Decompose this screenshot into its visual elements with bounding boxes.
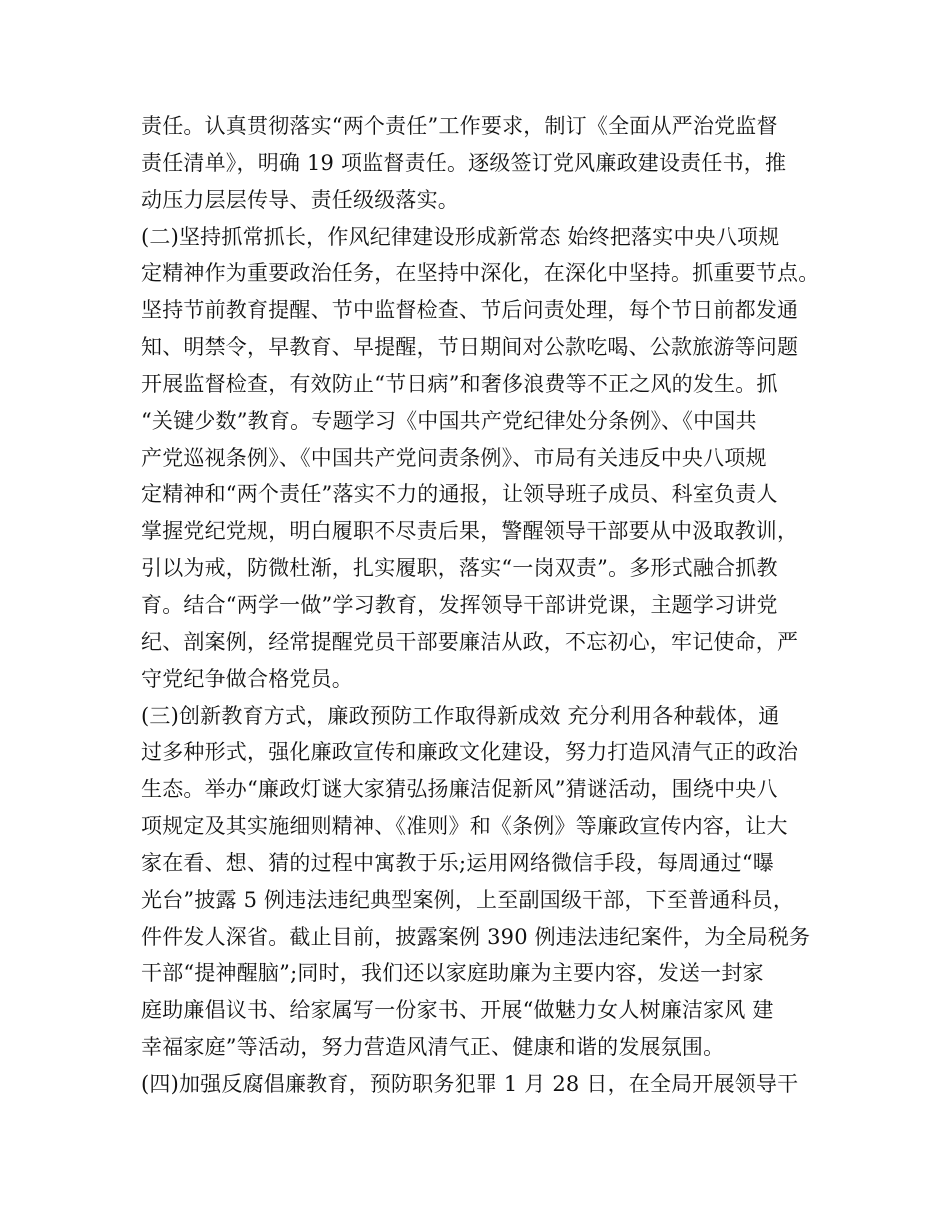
text-line: 纪、剖案例，经常提醒党员干部要廉洁从政，不忘初心，牢记使命，严: [141, 629, 799, 654]
text-line: 光台”披露 5 例违法违纪典型案例，上至副国级干部，下至普通科员，: [141, 887, 795, 912]
text-line: 定精神和“两个责任”落实不力的通报，让领导班子成员、科室负责人: [141, 482, 778, 507]
text-line: 知、明禁令，早教育、早提醒，节日期间对公款吃喝、公款旅游等问题: [141, 335, 799, 360]
text-line: (三)创新教育方式，廉政预防工作取得新成效 充分利用各种载体，通: [141, 703, 780, 728]
text-line: 庭助廉倡议书、给家属写一份家书、开展“做魅力女人树廉洁家风 建: [141, 998, 774, 1023]
text-line: 坚持节前教育提醒、节中监督检查、节后问责处理，每个节日前都发通: [141, 298, 799, 323]
text-line: “关键少数”教育。专题学习《中国共产党纪律处分条例》、《中国共: [141, 408, 757, 433]
text-line: 幸福家庭”等活动，努力营造风清气正、健康和谐的发展氛围。: [141, 1035, 725, 1060]
text-line: 过多种形式，强化廉政宣传和廉政文化建设，努力打造风清气正的政治: [141, 740, 799, 765]
text-line: 项规定及其实施细则精神、《准则》和《条例》等廉政宣传内容，让大: [141, 814, 788, 839]
text-line: 干部“提神醒脑”;同时，我们还以家庭助廉为主要内容，发送一封家: [141, 961, 764, 986]
text-line: (四)加强反腐倡廉教育，预防职务犯罪 1 月 28 日，在全局开展领导干: [141, 1071, 799, 1096]
text-line: 动压力层层传导、责任级级落实。: [141, 187, 459, 212]
document-body: [141, 108, 821, 1103]
text-line: 引以为戒，防微杜渐，扎实履职，落实“一岗双责”。多形式融合抓教: [141, 556, 778, 581]
text-line: 产党巡视条例》、《中国共产党问责条例》、市局有关违反中央八项规: [141, 445, 767, 470]
text-line: 家在看、想、猜的过程中寓教于乐;运用网络微信手段，每周通过“曝: [141, 850, 775, 875]
text-line: 定精神作为重要政治任务，在坚持中深化，在深化中坚持。抓重要节点。: [141, 261, 820, 286]
text-line: 责任。认真贯彻落实“两个责任”工作要求，制订《全面从严治党监督: [141, 114, 778, 138]
text-line: 责任清单》，明确 19 项监督责任。逐级签订党风廉政建设责任书，推: [141, 150, 787, 175]
text-line: (二)坚持抓常抓长，作风纪律建设形成新常态 始终把落实中央八项规: [141, 224, 780, 249]
text-line: 开展监督检查，有效防止“节日病”和奢侈浪费等不正之风的发生。抓: [141, 371, 778, 396]
text-line: 守党纪争做合格党员。: [141, 666, 353, 691]
text-line: 生态。举办“廉政灯谜大家猜弘扬廉洁促新风”猜谜活动，围绕中央八: [141, 777, 778, 802]
text-line: 育。结合“两学一做”学习教育，发挥领导干部讲党课，主题学习讲党: [141, 592, 778, 617]
text-line: 件件发人深省。截止目前，披露案例 390 例违法违纪案件，为全局税务: [141, 924, 811, 949]
text-line: 掌握党纪党规，明白履职不尽责后果，警醒领导干部要从中汲取教训，: [141, 519, 799, 544]
